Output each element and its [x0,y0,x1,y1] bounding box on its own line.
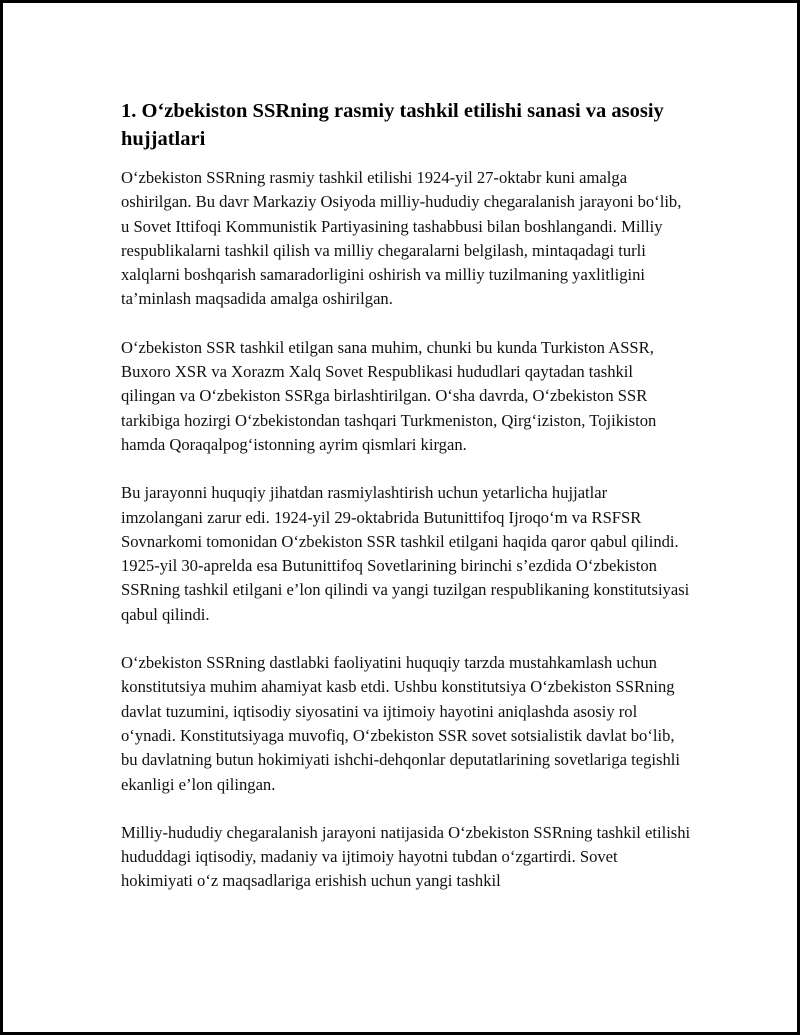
paragraph: O‘zbekiston SSRning rasmiy tashkil etilishi 1924-yil 27-oktabr kuni amalga oshirilgan. Bu davr Markaziy Osiyoda milliy-hududiy chegaralanish jarayoni bo‘lib, u Sovet Ittifoqi Kommunistik Partiyasining tashabbusi bilan boshlangandi. Milliy respublikalarni tashkil qilish va milliy chegaralarni belgilash, mintaqadagi turli xalqlarni boshqarish samaradorligini oshirish va milliy tuzilmaning yaxlitligini ta’minlash maqsadida amalga oshirilgan. [121,168,682,309]
paragraph: O‘zbekiston SSRning dastlabki faoliyatini huquqiy tarzda mustahkamlash uchun konstitutsiya muhim ahamiyat kasb etdi. Ushbu konstitutsiya O‘zbekiston SSRning davlat tuzumini, iqtisodiy siyosatini va ijtimoiy hayotini aniqlashda asosiy rol o‘ynadi. Konstitutsiyaga muvofiq, O‘zbekiston SSR sovet sotsialistik davlat bo‘lib, bu davlatning butun hokimiyati ishchi-dehqonlar deputatlarining sovetlariga tegishli ekanligi e’lon qilingan. [121,653,681,794]
section-heading: 1. O‘zbekiston SSRning rasmiy tashkil etilishi sanasi va asosiy hujjatlari [121,100,664,150]
document-body [121,97,691,894]
paragraph: Bu jarayonni huquqiy jihatdan rasmiylashtirish uchun yetarlicha hujjatlar imzolangani zarur edi. 1924-yil 29-oktabrida Butunittifoq Ijroqo‘m va RSFSR Sovnarkomi tomonidan O‘zbekiston SSR tashkil etilgani haqida qaror qabul qilindi. 1925-yil 30-aprelda esa Butunittifoq Sovetlarining birinchi s’ezdida O‘zbekiston SSRning tashkil etilgani e’lon qilindi va yangi tuzilgan respublikaning konstitutsiyasi qabul qilindi. [121,483,690,624]
paragraph: Milliy-hududiy chegaralanish jarayoni natijasida O‘zbekiston SSRning tashkil etilishi hududdagi iqtisodiy, madaniy va ijtimoiy hayotni tubdan o‘zgartirdi. Sovet hokimiyati o‘z maqsadlariga erishish uchun yangi tashkil [121,822,691,891]
paragraph: O‘zbekiston SSR tashkil etilgan sana muhim, chunki bu kunda Turkiston ASSR, Buxoro XSR va Xorazm Xalq Sovet Respublikasi hududlari qaytadan tashkil qilingan va O‘zbekiston SSRga birlashtirilgan. O‘sha davrda, O‘zbekiston SSR tarkibiga hozirgi O‘zbekistondan tashqari Turkmeniston, Qirg‘iziston, Tojikiston hamda Qoraqalpog‘istonning ayrim qismlari kirgan. [121,337,657,454]
